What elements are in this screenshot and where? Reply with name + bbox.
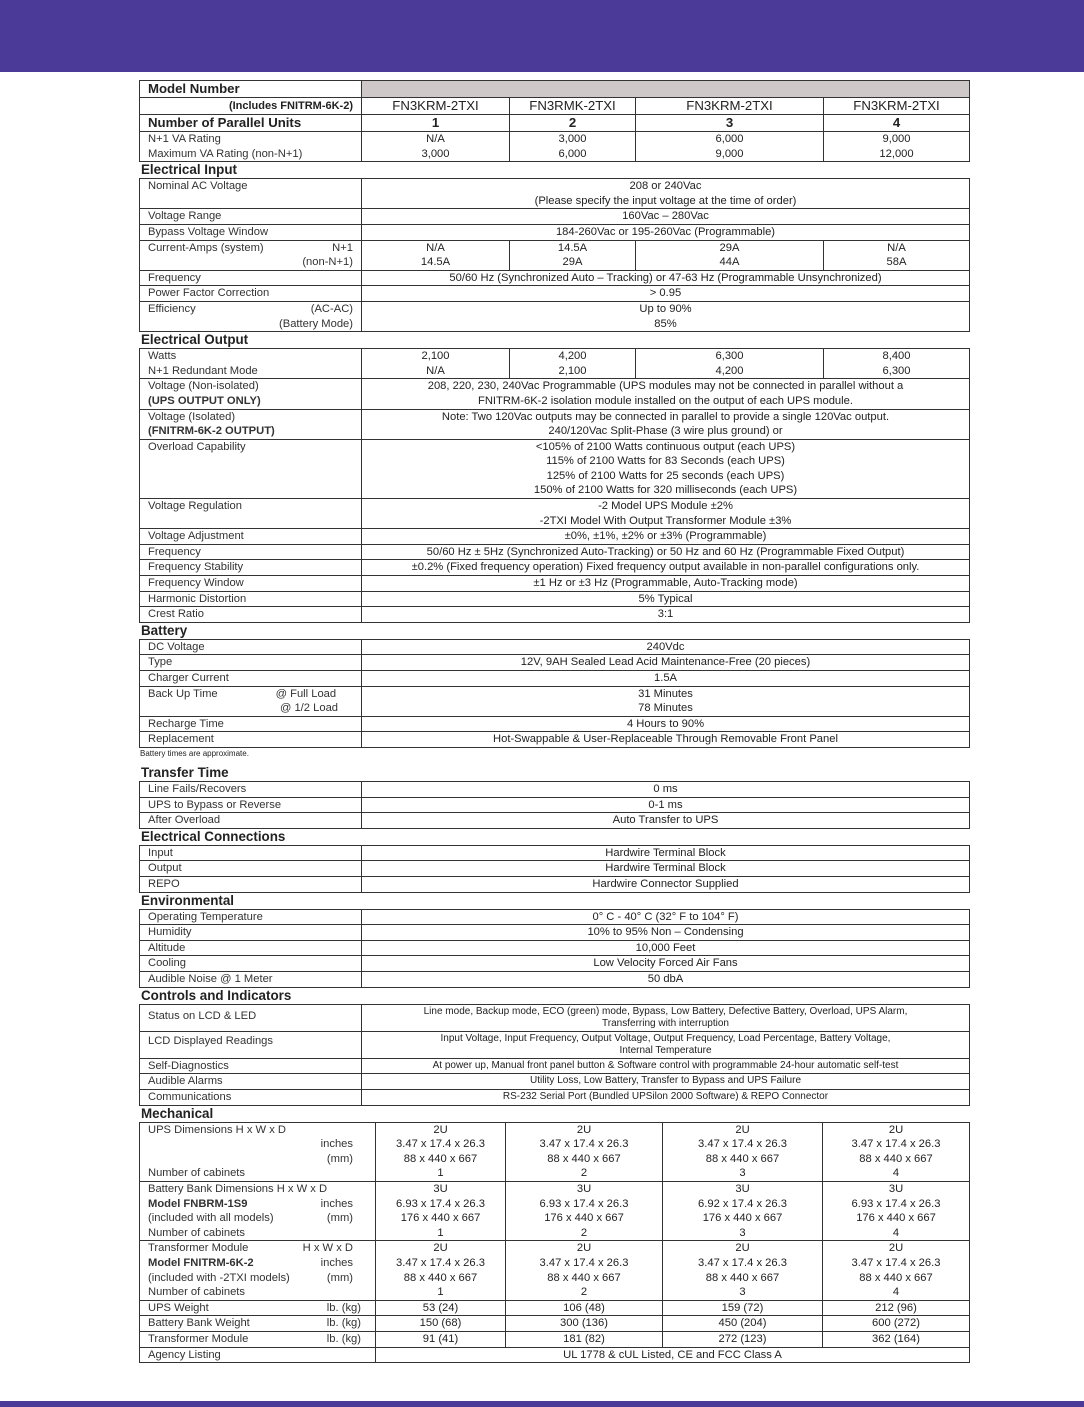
va-rating-col-1: N/A 3,000 <box>362 132 510 162</box>
env-row-value: Low Velocity Forced Air Fans <box>362 956 970 972</box>
battery-row-value: Hot-Swappable & User-Replaceable Through Removable Front Panel <box>362 732 970 748</box>
mech-group-col-3: 2U 3.47 x 17.4 x 26.3 88 x 440 x 667 3 <box>663 1122 823 1181</box>
power-factor-value: > 0.95 <box>362 286 970 302</box>
regulation-label: Voltage Regulation <box>140 499 362 529</box>
battery-row-value: 12V, 9AH Sealed Lead Acid Maintenance-Free (20 pieces) <box>362 655 970 671</box>
weight-row-label: Battery Bank Weight lb. (kg) <box>140 1316 376 1332</box>
voltage-isolated-value: Note: Two 120Vac outputs may be connected in parallel to provide a single 120Vac output. 240/120Vac Split-Phase (3 wire plus ground) or <box>362 409 970 439</box>
battery-row-value: 1.5A <box>362 671 970 687</box>
model-header-shade <box>362 81 970 98</box>
env-row-label: Cooling <box>140 956 362 972</box>
efficiency-label: Efficiency (AC-AC) (Battery Mode) <box>140 301 362 331</box>
regulation-value: -2 Model UPS Module ±2% -2TXI Model With Output Transformer Module ±3% <box>362 499 970 529</box>
transfer-row-label: Line Fails/Recovers <box>140 781 362 797</box>
footer-band <box>0 1401 1084 1407</box>
input-frequency-value: 50/60 Hz (Synchronized Auto – Tracking) or 47-63 Hz (Programmable Unsynchronized) <box>362 270 970 286</box>
output-row-value: ±1 Hz or ±3 Hz (Programmable, Auto-Tracking mode) <box>362 576 970 592</box>
transfer-row-label: After Overload <box>140 813 362 829</box>
mech-group-col-1: 2U 3.47 x 17.4 x 26.3 88 x 440 x 667 1 <box>376 1122 506 1181</box>
weight-value-col-4: 600 (272) <box>823 1316 970 1332</box>
controls-row-label: Self-Diagnostics <box>140 1058 362 1074</box>
battery-note: Battery times are approximate. <box>140 748 249 758</box>
weight-value-col-1: 91 (41) <box>376 1331 506 1347</box>
watts-col-1: 2,100 N/A <box>362 349 510 379</box>
battery-row-label: DC Voltage <box>140 639 362 655</box>
controls-table <box>139 1004 970 1106</box>
section-title-environmental: Environmental <box>141 892 235 908</box>
mech-group-col-4: 3U 6.93 x 17.4 x 26.3 176 x 440 x 667 4 <box>823 1182 970 1241</box>
parallel-units-3: 3 <box>636 115 824 132</box>
agency-label: Agency Listing <box>140 1347 376 1363</box>
voltage-nonisolated-value: 208, 220, 230, 240Vac Programmable (UPS modules may not be connected in parallel without a FNITRM-6K-2 isolation module installed on the output of each UPS module. <box>362 379 970 409</box>
weight-value-col-1: 150 (68) <box>376 1316 506 1332</box>
battery-table <box>139 639 970 748</box>
lcd-readings-label: LCD Displayed Readings <box>140 1031 362 1058</box>
bypass-window-label: Bypass Voltage Window <box>140 224 362 240</box>
watts-col-2: 4,200 2,100 <box>510 349 636 379</box>
section-title-controls: Controls and Indicators <box>141 987 292 1003</box>
battery-row-value: 4 Hours to 90% <box>362 716 970 732</box>
battery-row-label: Recharge Time <box>140 716 362 732</box>
connection-row-value: Hardwire Terminal Block <box>362 861 970 877</box>
lcd-readings-value: Input Voltage, Input Frequency, Output Voltage, Output Frequency, Load Percentage, Battery Voltage, Internal Temperature <box>362 1031 970 1058</box>
model-col-2: FN3RMK-2TXI <box>510 98 636 115</box>
controls-row-value: Utility Loss, Low Battery, Transfer to Bypass and UPS Failure <box>362 1074 970 1090</box>
section-title-transfer-time: Transfer Time <box>141 764 229 780</box>
battery-row-label: Charger Current <box>140 671 362 687</box>
output-row-label: Harmonic Distortion <box>140 591 362 607</box>
model-table <box>139 80 970 162</box>
connection-row-label: Input <box>140 845 362 861</box>
watts-label: Watts N+1 Redundant Mode <box>140 349 362 379</box>
parallel-units-1: 1 <box>362 115 510 132</box>
va-rating-labels: N+1 VA Rating Maximum VA Rating (non-N+1) <box>140 132 362 162</box>
connection-row-label: Output <box>140 861 362 877</box>
electrical-input-table <box>139 178 970 332</box>
env-row-value: 50 dbA <box>362 971 970 987</box>
output-row-label: Frequency <box>140 544 362 560</box>
va-rating-col-2: 3,000 6,000 <box>510 132 636 162</box>
va-rating-col-4: 9,000 12,000 <box>824 132 970 162</box>
current-col-3: 29A 44A <box>636 240 824 270</box>
transfer-row-value: 0 ms <box>362 781 970 797</box>
voltage-isolated-label: Voltage (Isolated) (FNITRM-6K-2 OUTPUT) <box>140 409 362 439</box>
output-row-value: 50/60 Hz ± 5Hz (Synchronized Auto-Tracking) or 50 Hz and 60 Hz (Programmable Fixed Output) <box>362 544 970 560</box>
connection-row-value: Hardwire Terminal Block <box>362 845 970 861</box>
electrical-output-table <box>139 348 970 623</box>
output-row-label: Frequency Stability <box>140 560 362 576</box>
parallel-units-2: 2 <box>510 115 636 132</box>
model-number-label: Model Number <box>140 81 362 98</box>
weight-row-label: Transformer Module lb. (kg) <box>140 1331 376 1347</box>
env-row-value: 10,000 Feet <box>362 940 970 956</box>
environmental-table <box>139 909 970 988</box>
output-row-label: Frequency Window <box>140 576 362 592</box>
weight-value-col-4: 362 (164) <box>823 1331 970 1347</box>
current-col-4: N/A 58A <box>824 240 970 270</box>
transfer-row-value: Auto Transfer to UPS <box>362 813 970 829</box>
output-row-value: 3:1 <box>362 607 970 623</box>
battery-row-value: 240Vdc <box>362 639 970 655</box>
output-row-label: Crest Ratio <box>140 607 362 623</box>
output-row-label: Voltage Adjustment <box>140 529 362 545</box>
transfer-row-value: 0-1 ms <box>362 797 970 813</box>
connection-row-value: Hardwire Connector Supplied <box>362 876 970 892</box>
nominal-voltage-label: Nominal AC Voltage <box>140 179 362 209</box>
weight-value-col-3: 272 (123) <box>663 1331 823 1347</box>
section-title-electrical-connections: Electrical Connections <box>141 828 286 844</box>
agency-value: UL 1778 & cUL Listed, CE and FCC Class A <box>376 1347 970 1363</box>
section-title-electrical-input: Electrical Input <box>141 162 237 178</box>
mech-group-col-4: 2U 3.47 x 17.4 x 26.3 88 x 440 x 667 4 <box>823 1241 970 1300</box>
weight-value-col-2: 106 (48) <box>506 1300 663 1316</box>
model-col-1: FN3KRM-2TXI <box>362 98 510 115</box>
current-amps-label: Current-Amps (system) N+1 (non-N+1) <box>140 240 362 270</box>
section-title-battery: Battery <box>141 622 188 638</box>
mech-group-col-2: 2U 3.47 x 17.4 x 26.3 88 x 440 x 667 2 <box>506 1241 663 1300</box>
connection-row-label: REPO <box>140 876 362 892</box>
status-lcd-label: Status on LCD & LED <box>140 1004 362 1031</box>
mech-group-label: Transformer Module H x W x D Model FNITRM-6K-2 inches (included with -2TXI models) (mm) Number of cabinets <box>140 1241 376 1300</box>
parallel-units-4: 4 <box>824 115 970 132</box>
overload-value: <105% of 2100 Watts continuous output (each UPS) 115% of 2100 Watts for 83 Seconds (each UPS) 125% of 2100 Watts for 25 seconds (each UPS) 150% of 2100 Watts for 320 milliseconds (each UPS) <box>362 439 970 498</box>
section-title-electrical-output: Electrical Output <box>141 332 249 348</box>
controls-row-label: Communications <box>140 1090 362 1106</box>
model-col-3: FN3KRM-2TXI <box>636 98 824 115</box>
mech-group-col-3: 3U 6.92 x 17.4 x 26.3 176 x 440 x 667 3 <box>663 1182 823 1241</box>
env-row-value: 0° C - 40° C (32° F to 104° F) <box>362 909 970 925</box>
power-factor-label: Power Factor Correction <box>140 286 362 302</box>
va-rating-col-3: 6,000 9,000 <box>636 132 824 162</box>
battery-row-label: Type <box>140 655 362 671</box>
env-row-value: 10% to 95% Non – Condensing <box>362 925 970 941</box>
mech-group-col-4: 2U 3.47 x 17.4 x 26.3 88 x 440 x 667 4 <box>823 1122 970 1181</box>
transfer-row-label: UPS to Bypass or Reverse <box>140 797 362 813</box>
weight-row-label: UPS Weight lb. (kg) <box>140 1300 376 1316</box>
mech-group-label: Battery Bank Dimensions H x W x D Model FNBRM-1S9 inches (included with all models) (mm) Number of cabinets <box>140 1182 376 1241</box>
env-row-label: Audible Noise @ 1 Meter <box>140 971 362 987</box>
mech-group-col-3: 2U 3.47 x 17.4 x 26.3 88 x 440 x 667 3 <box>663 1241 823 1300</box>
status-lcd-value: Line mode, Backup mode, ECO (green) mode, Bypass, Low Battery, Defective Battery, Overload, UPS Alarm, Transferring with interruption <box>362 1004 970 1031</box>
weight-value-col-3: 159 (72) <box>663 1300 823 1316</box>
header-band <box>0 0 1084 72</box>
backup-time-value: 31 Minutes 78 Minutes <box>362 686 970 716</box>
includes-label: (Includes FNITRM-6K-2) <box>140 98 362 115</box>
mech-group-col-1: 3U 6.93 x 17.4 x 26.3 176 x 440 x 667 1 <box>376 1182 506 1241</box>
battery-row-label: Replacement <box>140 732 362 748</box>
current-col-1: N/A 14.5A <box>362 240 510 270</box>
mech-group-col-2: 3U 6.93 x 17.4 x 26.3 176 x 440 x 667 2 <box>506 1182 663 1241</box>
weight-value-col-2: 300 (136) <box>506 1316 663 1332</box>
env-row-label: Altitude <box>140 940 362 956</box>
env-row-label: Humidity <box>140 925 362 941</box>
weight-value-col-2: 181 (82) <box>506 1331 663 1347</box>
output-row-value: ±0.2% (Fixed frequency operation) Fixed frequency output available in non-parallel configurations only. <box>362 560 970 576</box>
voltage-range-label: Voltage Range <box>140 209 362 225</box>
mech-group-label: UPS Dimensions H x W x D inches (mm) Number of cabinets <box>140 1122 376 1181</box>
electrical-connections-table <box>139 845 970 893</box>
controls-row-value: At power up, Manual front panel button & Software control with programmable 24-hour automatic self-test <box>362 1058 970 1074</box>
controls-row-label: Audible Alarms <box>140 1074 362 1090</box>
voltage-range-value: 160Vac – 280Vac <box>362 209 970 225</box>
spec-sheet <box>139 80 969 1363</box>
env-row-label: Operating Temperature <box>140 909 362 925</box>
voltage-nonisolated-label: Voltage (Non-isolated) (UPS OUTPUT ONLY) <box>140 379 362 409</box>
mech-group-col-1: 2U 3.47 x 17.4 x 26.3 88 x 440 x 667 1 <box>376 1241 506 1300</box>
weight-value-col-3: 450 (204) <box>663 1316 823 1332</box>
section-title-mechanical: Mechanical <box>141 1105 214 1121</box>
transfer-time-table <box>139 781 970 829</box>
watts-col-3: 6,300 4,200 <box>636 349 824 379</box>
efficiency-value: Up to 90% 85% <box>362 301 970 331</box>
parallel-units-label: Number of Parallel Units <box>140 115 362 132</box>
backup-time-label: Back Up Time @ Full Load @ 1/2 Load <box>140 686 362 716</box>
weight-value-col-1: 53 (24) <box>376 1300 506 1316</box>
overload-label: Overload Capability <box>140 439 362 498</box>
output-row-value: ±0%, ±1%, ±2% or ±3% (Programmable) <box>362 529 970 545</box>
output-row-value: 5% Typical <box>362 591 970 607</box>
nominal-voltage-value: 208 or 240Vac (Please specify the input voltage at the time of order) <box>362 179 970 209</box>
model-col-4: FN3KRM-2TXI <box>824 98 970 115</box>
mech-group-col-2: 2U 3.47 x 17.4 x 26.3 88 x 440 x 667 2 <box>506 1122 663 1181</box>
input-frequency-label: Frequency <box>140 270 362 286</box>
controls-row-value: RS-232 Serial Port (Bundled UPSilon 2000 Software) & REPO Connector <box>362 1090 970 1106</box>
mechanical-table <box>139 1122 970 1364</box>
watts-col-4: 8,400 6,300 <box>824 349 970 379</box>
weight-value-col-4: 212 (96) <box>823 1300 970 1316</box>
bypass-window-value: 184-260Vac or 195-260Vac (Programmable) <box>362 224 970 240</box>
current-col-2: 14.5A 29A <box>510 240 636 270</box>
